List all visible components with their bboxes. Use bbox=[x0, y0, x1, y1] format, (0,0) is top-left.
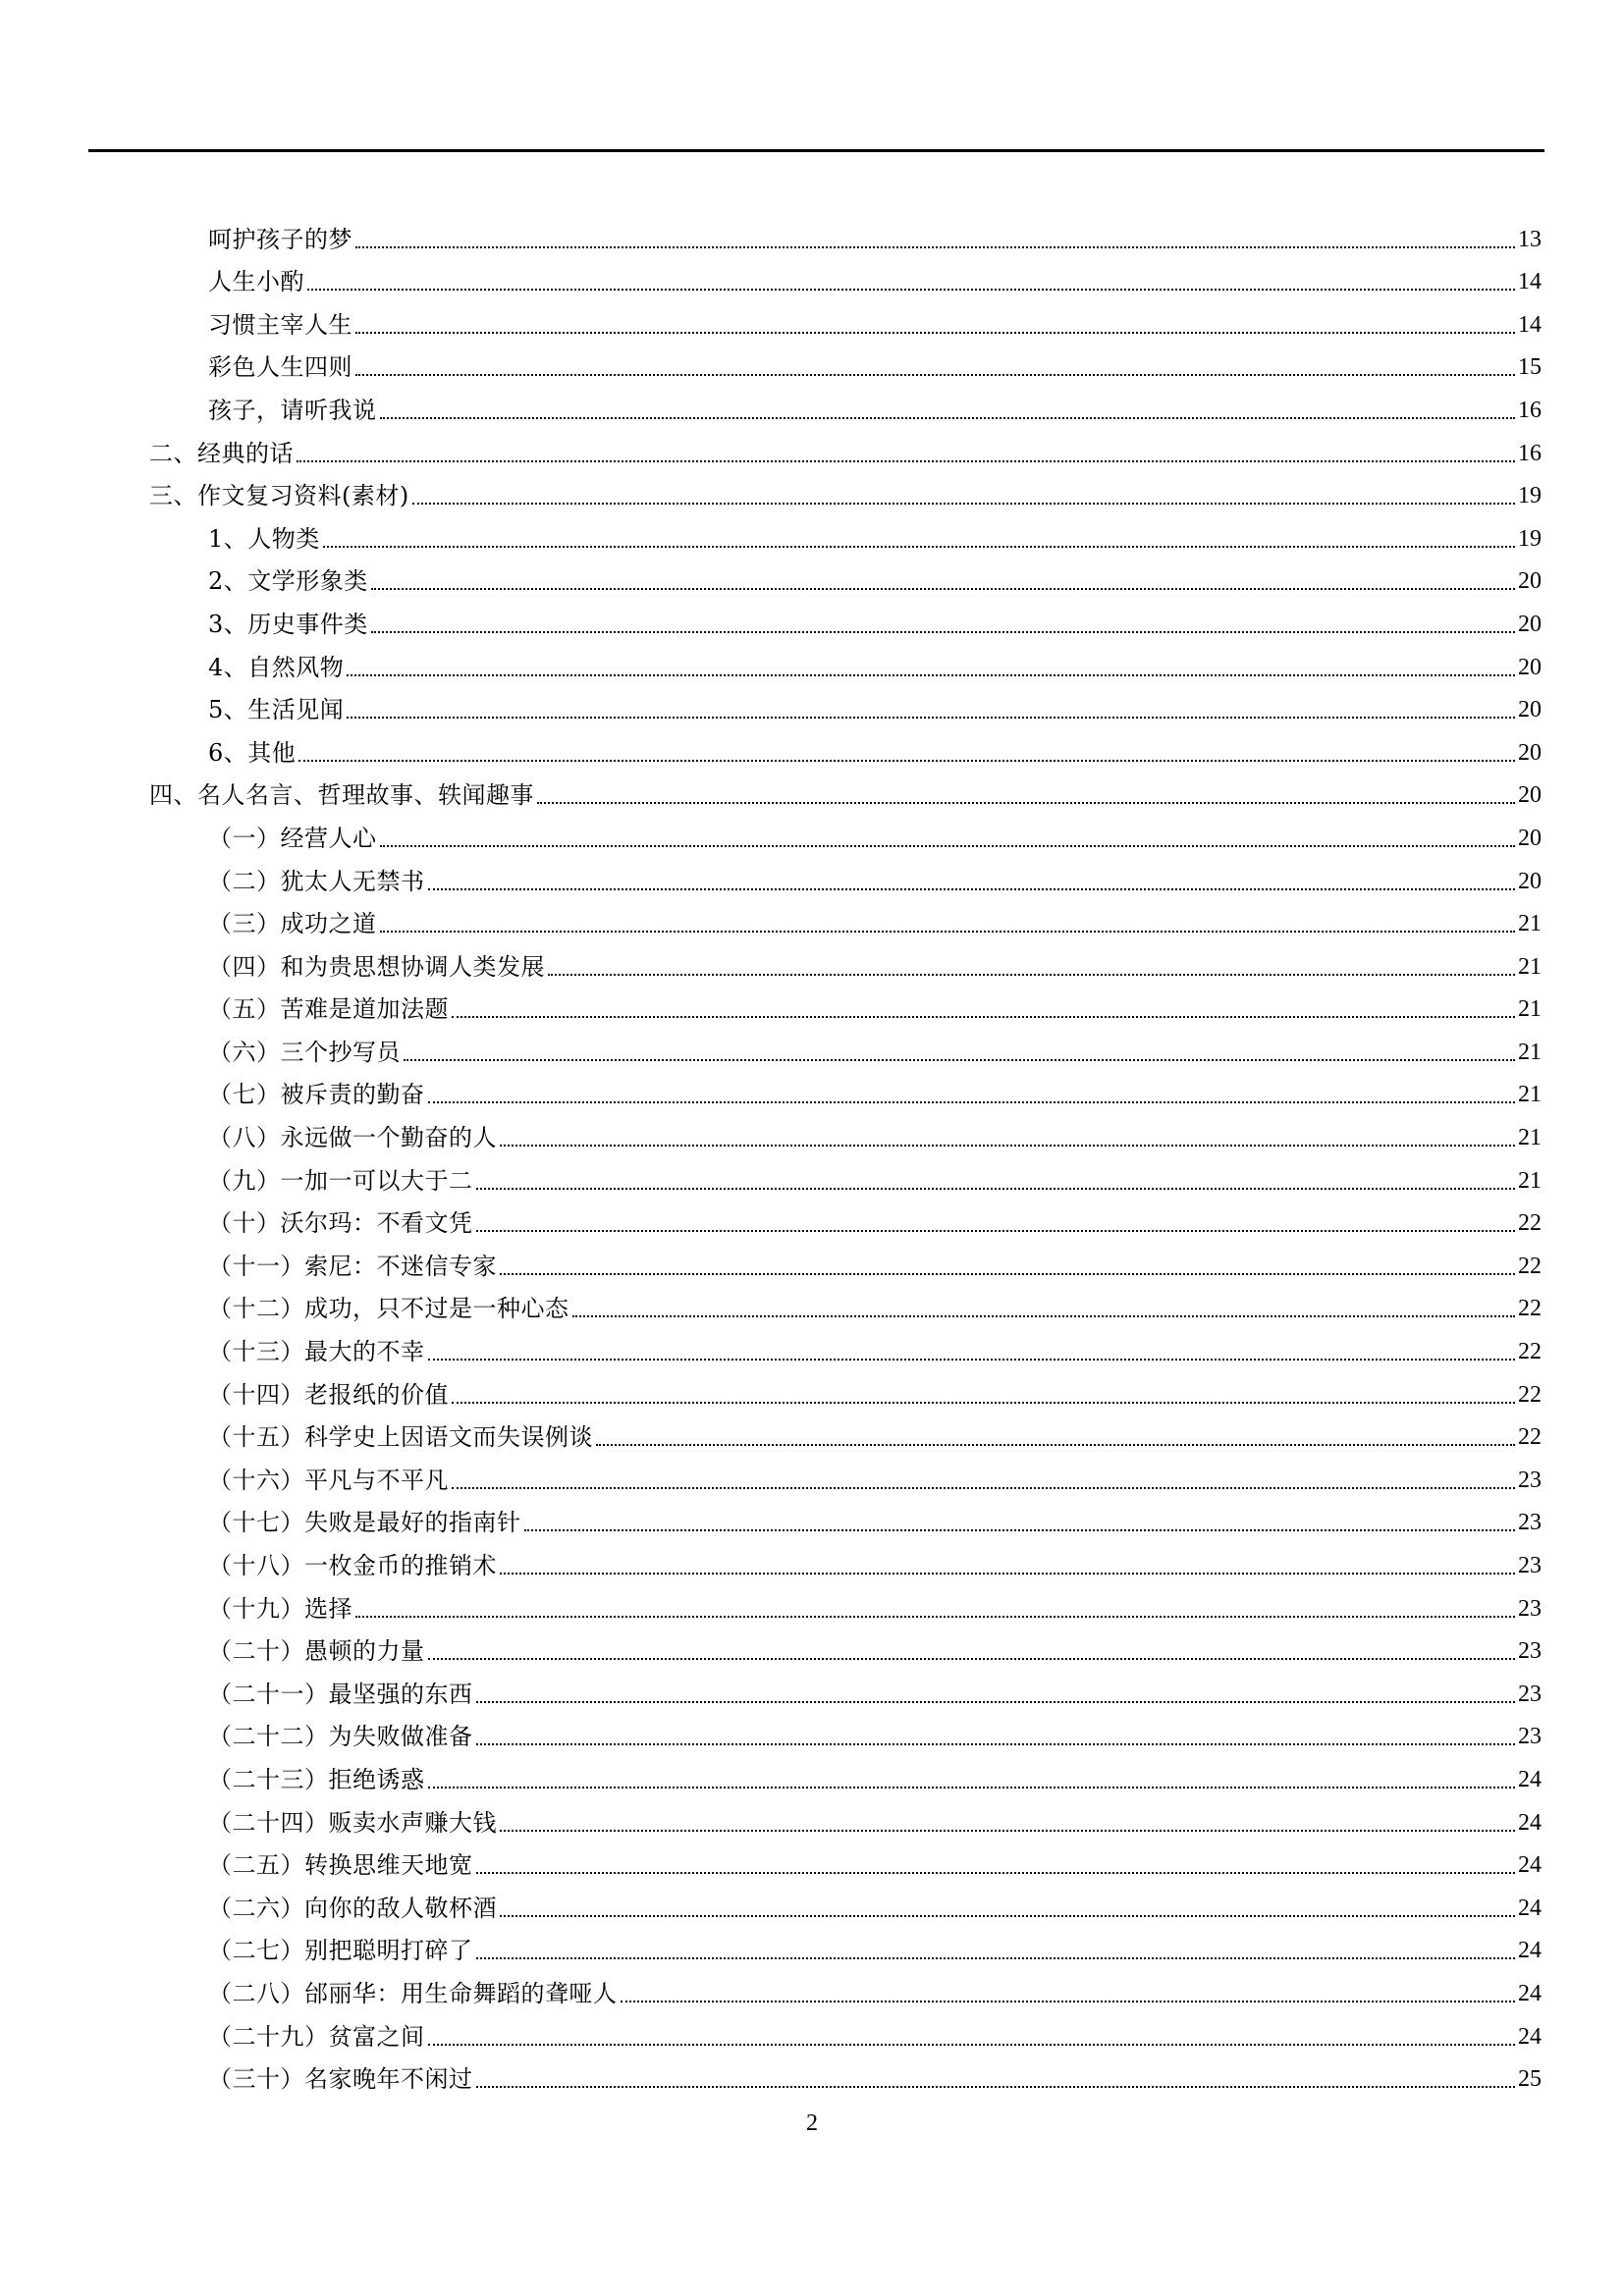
toc-entry-page: 22 bbox=[1518, 1210, 1542, 1237]
toc-entry[interactable] bbox=[0, 1366, 1624, 1410]
toc-entry-title: （八）永远做一个勤奋的人 bbox=[208, 1124, 497, 1152]
toc-entry-page: 23 bbox=[1518, 1638, 1542, 1665]
toc-dot-leader bbox=[476, 1743, 1516, 1745]
toc-dot-leader bbox=[500, 1145, 1515, 1147]
toc-entry-title: （十五）科学史上因语文而失误例谈 bbox=[208, 1423, 593, 1452]
header-rule bbox=[88, 149, 1544, 152]
toc-dot-leader bbox=[355, 1616, 1515, 1618]
toc-entry[interactable] bbox=[0, 1495, 1624, 1538]
toc-entry[interactable] bbox=[0, 596, 1624, 639]
toc-entry[interactable] bbox=[0, 1923, 1624, 1966]
toc-dot-leader bbox=[476, 2086, 1516, 2088]
toc-entry-page: 24 bbox=[1518, 1852, 1542, 1879]
toc-entry-title: 4、自然风物 bbox=[208, 653, 345, 681]
toc-entry[interactable] bbox=[0, 1537, 1624, 1580]
toc-entry-page: 19 bbox=[1518, 483, 1542, 509]
toc-entry[interactable] bbox=[0, 1196, 1624, 1239]
toc-entry-page: 24 bbox=[1518, 2023, 1542, 2050]
toc-dot-leader bbox=[428, 1658, 1516, 1660]
toc-entry-title: （二八）邰丽华：用生命舞蹈的聋哑人 bbox=[208, 1979, 618, 2007]
toc-entry-page: 21 bbox=[1518, 911, 1542, 937]
toc-dot-leader bbox=[428, 1101, 1516, 1103]
toc-entry-title: （二十一）最坚强的东西 bbox=[208, 1680, 473, 1708]
toc-dot-leader bbox=[355, 332, 1515, 334]
toc-entry-page: 21 bbox=[1518, 1167, 1542, 1194]
toc-entry[interactable] bbox=[0, 1838, 1624, 1881]
toc-entry[interactable] bbox=[0, 639, 1624, 682]
toc-entry-page: 20 bbox=[1518, 568, 1542, 595]
toc-entry[interactable] bbox=[0, 1410, 1624, 1453]
toc-entry-page: 20 bbox=[1518, 654, 1542, 680]
toc-entry-page: 21 bbox=[1518, 953, 1542, 980]
toc-entry[interactable] bbox=[0, 211, 1624, 254]
toc-entry-title: 习惯主宰人生 bbox=[208, 310, 352, 339]
page-number: 2 bbox=[806, 2110, 818, 2136]
toc-entry-title: （三）成功之道 bbox=[208, 910, 377, 938]
toc-entry[interactable] bbox=[0, 853, 1624, 896]
toc-dot-leader bbox=[298, 760, 1515, 762]
toc-dot-leader bbox=[297, 460, 1515, 462]
toc-dot-leader bbox=[476, 1230, 1516, 1232]
toc-entry-page: 22 bbox=[1518, 1381, 1542, 1408]
toc-dot-leader bbox=[452, 1016, 1515, 1018]
toc-entry-page: 21 bbox=[1518, 1125, 1542, 1151]
toc-entry[interactable] bbox=[0, 1794, 1624, 1838]
toc-entry-page: 15 bbox=[1518, 354, 1542, 381]
toc-entry-page: 16 bbox=[1518, 397, 1542, 423]
toc-dot-leader bbox=[323, 546, 1515, 548]
toc-entry-page: 19 bbox=[1518, 525, 1542, 552]
toc-dot-leader bbox=[371, 588, 1515, 590]
toc-entry[interactable] bbox=[0, 896, 1624, 939]
toc-dot-leader bbox=[500, 1273, 1515, 1275]
toc-entry-page: 22 bbox=[1518, 1339, 1542, 1365]
toc-entry[interactable] bbox=[0, 340, 1624, 383]
toc-dot-leader bbox=[476, 1872, 1516, 1874]
toc-entry[interactable] bbox=[0, 554, 1624, 597]
toc-entry-page: 24 bbox=[1518, 1938, 1542, 1964]
toc-entry[interactable] bbox=[0, 254, 1624, 297]
toc-entry[interactable] bbox=[0, 510, 1624, 554]
table-of-contents bbox=[0, 211, 1624, 2094]
toc-entry-title: （二十）愚顿的力量 bbox=[208, 1637, 425, 1666]
toc-entry-page: 22 bbox=[1518, 1296, 1542, 1322]
toc-dot-leader bbox=[476, 1957, 1516, 1959]
toc-entry[interactable] bbox=[0, 982, 1624, 1025]
toc-entry-title: 1、人物类 bbox=[208, 524, 320, 553]
toc-entry[interactable] bbox=[0, 1281, 1624, 1324]
toc-dot-leader bbox=[476, 1188, 1516, 1190]
toc-entry[interactable] bbox=[0, 1580, 1624, 1624]
toc-entry-title: 2、文学形象类 bbox=[208, 567, 368, 596]
toc-entry-title: （二）犹太人无禁书 bbox=[208, 867, 425, 895]
toc-dot-leader bbox=[428, 2044, 1516, 2046]
toc-entry-page: 23 bbox=[1518, 1724, 1542, 1750]
toc-entry[interactable] bbox=[0, 810, 1624, 853]
toc-entry-title: （二十二）为失败做准备 bbox=[208, 1723, 473, 1751]
toc-dot-leader bbox=[500, 1573, 1515, 1575]
toc-entry-title: （十一）索尼：不迷信专家 bbox=[208, 1252, 497, 1280]
toc-entry-title: （二十三）拒绝诱惑 bbox=[208, 1765, 425, 1793]
toc-dot-leader bbox=[428, 1359, 1516, 1361]
toc-dot-leader bbox=[412, 503, 1515, 505]
toc-entry-page: 25 bbox=[1518, 2066, 1542, 2093]
toc-entry-title: （六）三个抄写员 bbox=[208, 1038, 401, 1066]
toc-dot-leader bbox=[428, 1787, 1516, 1789]
toc-entry-title: 四、名人名言、哲理故事、轶闻趣事 bbox=[149, 781, 534, 810]
toc-entry-title: 二、经典的话 bbox=[149, 439, 294, 467]
toc-entry-page: 21 bbox=[1518, 1082, 1542, 1108]
toc-entry-title: 三、作文复习资料(素材) bbox=[149, 482, 409, 510]
toc-dot-leader bbox=[621, 2001, 1516, 2002]
toc-entry-page: 24 bbox=[1518, 1895, 1542, 1921]
toc-dot-leader bbox=[347, 674, 1515, 676]
toc-entry-page: 16 bbox=[1518, 440, 1542, 466]
toc-entry-page: 24 bbox=[1518, 1809, 1542, 1836]
toc-dot-leader bbox=[500, 1830, 1515, 1832]
toc-dot-leader bbox=[524, 1529, 1516, 1531]
toc-entry[interactable] bbox=[0, 1709, 1624, 1752]
toc-entry-title: （十九）选择 bbox=[208, 1594, 352, 1623]
toc-entry-title: （十二）成功，只不过是一种心态 bbox=[208, 1295, 569, 1323]
toc-entry-page: 23 bbox=[1518, 1595, 1542, 1622]
toc-entry-title: （七）被斥责的勤奋 bbox=[208, 1081, 425, 1109]
toc-entry-title: 孩子，请听我说 bbox=[208, 396, 377, 424]
toc-entry-title: 人生小酌 bbox=[208, 268, 304, 296]
toc-entry[interactable] bbox=[0, 2052, 1624, 2095]
toc-entry-page: 22 bbox=[1518, 1424, 1542, 1451]
toc-dot-leader bbox=[537, 802, 1515, 804]
toc-entry-page: 24 bbox=[1518, 1766, 1542, 1792]
toc-entry[interactable] bbox=[0, 296, 1624, 340]
toc-entry[interactable] bbox=[0, 1109, 1624, 1152]
toc-entry[interactable] bbox=[0, 1238, 1624, 1281]
toc-dot-leader bbox=[476, 1701, 1516, 1703]
toc-entry[interactable] bbox=[0, 1067, 1624, 1110]
toc-entry-title: （十六）平凡与不平凡 bbox=[208, 1466, 449, 1494]
toc-entry-page: 23 bbox=[1518, 1467, 1542, 1493]
toc-dot-leader bbox=[428, 888, 1516, 890]
toc-entry-page: 13 bbox=[1518, 226, 1542, 252]
toc-entry-page: 14 bbox=[1518, 311, 1542, 338]
toc-entry-title: （四）和为贵思想协调人类发展 bbox=[208, 952, 545, 981]
toc-entry[interactable] bbox=[0, 682, 1624, 725]
toc-entry[interactable] bbox=[0, 1024, 1624, 1067]
toc-entry-title: （十七）失败是最好的指南针 bbox=[208, 1509, 521, 1537]
toc-dot-leader bbox=[452, 1487, 1515, 1489]
toc-entry-title: （二十四）贩卖水声赚大钱 bbox=[208, 1808, 497, 1837]
toc-entry[interactable] bbox=[0, 1965, 1624, 2008]
toc-entry[interactable] bbox=[0, 1452, 1624, 1495]
toc-entry[interactable] bbox=[0, 1323, 1624, 1366]
toc-entry[interactable] bbox=[0, 938, 1624, 982]
toc-entry-page: 14 bbox=[1518, 269, 1542, 295]
toc-entry-page: 23 bbox=[1518, 1510, 1542, 1536]
toc-dot-leader bbox=[307, 289, 1515, 291]
toc-entry-title: 5、生活见闻 bbox=[208, 696, 345, 724]
toc-entry-page: 21 bbox=[1518, 996, 1542, 1023]
toc-entry-title: （二十九）贫富之间 bbox=[208, 2022, 425, 2051]
toc-dot-leader bbox=[572, 1315, 1516, 1317]
toc-entry-title: （二五）转换思维天地宽 bbox=[208, 1851, 473, 1880]
toc-entry-title: 彩色人生四则 bbox=[208, 353, 352, 382]
toc-entry-title: （十三）最大的不幸 bbox=[208, 1338, 425, 1366]
toc-dot-leader bbox=[380, 845, 1516, 847]
toc-entry-title: （二七）别把聪明打碎了 bbox=[208, 1937, 473, 1965]
toc-entry-title: （一）经营人心 bbox=[208, 824, 377, 852]
toc-dot-leader bbox=[355, 374, 1515, 376]
toc-dot-leader bbox=[371, 631, 1515, 633]
toc-entry-page: 20 bbox=[1518, 611, 1542, 637]
toc-entry-title: （三十）名家晚年不闲过 bbox=[208, 2065, 473, 2094]
toc-dot-leader bbox=[452, 1402, 1515, 1404]
toc-entry[interactable] bbox=[0, 1624, 1624, 1667]
toc-entry-page: 20 bbox=[1518, 697, 1542, 723]
toc-entry-page: 20 bbox=[1518, 739, 1542, 766]
toc-dot-leader bbox=[500, 1915, 1515, 1917]
toc-dot-leader bbox=[347, 717, 1515, 719]
toc-dot-leader bbox=[404, 1059, 1515, 1061]
toc-entry-page: 21 bbox=[1518, 1039, 1542, 1065]
toc-entry-title: （十八）一枚金币的推销术 bbox=[208, 1552, 497, 1579]
toc-entry-title: 呵护孩子的梦 bbox=[208, 225, 352, 253]
toc-entry-page: 20 bbox=[1518, 782, 1542, 809]
toc-entry-title: 6、其他 bbox=[208, 738, 297, 767]
toc-entry-page: 24 bbox=[1518, 1980, 1542, 2006]
toc-entry-title: （十）沃尔玛：不看文凭 bbox=[208, 1209, 473, 1238]
toc-entry[interactable] bbox=[0, 724, 1624, 768]
toc-entry-title: 3、历史事件类 bbox=[208, 610, 368, 638]
toc-entry[interactable] bbox=[0, 768, 1624, 811]
toc-entry[interactable] bbox=[0, 1152, 1624, 1196]
toc-entry[interactable] bbox=[0, 382, 1624, 425]
toc-entry-page: 23 bbox=[1518, 1553, 1542, 1578]
toc-entry-title: （九）一加一可以大于二 bbox=[208, 1166, 473, 1195]
toc-entry[interactable] bbox=[0, 1751, 1624, 1794]
toc-dot-leader bbox=[380, 931, 1516, 933]
toc-entry-page: 20 bbox=[1518, 825, 1542, 851]
toc-entry-title: （十四）老报纸的价值 bbox=[208, 1380, 449, 1409]
toc-entry-page: 23 bbox=[1518, 1681, 1542, 1707]
toc-dot-leader bbox=[596, 1444, 1515, 1446]
toc-dot-leader bbox=[548, 974, 1515, 976]
toc-entry[interactable] bbox=[0, 1880, 1624, 1923]
toc-entry[interactable] bbox=[0, 2008, 1624, 2052]
toc-entry-title: （二六）向你的敌人敬杯酒 bbox=[208, 1894, 497, 1922]
toc-entry-page: 22 bbox=[1518, 1253, 1542, 1279]
toc-entry[interactable] bbox=[0, 468, 1624, 511]
toc-dot-leader bbox=[355, 246, 1515, 248]
toc-entry-title: （五）苦难是道加法题 bbox=[208, 995, 449, 1024]
toc-entry-page: 20 bbox=[1518, 868, 1542, 894]
toc-dot-leader bbox=[380, 417, 1516, 419]
toc-entry[interactable] bbox=[0, 425, 1624, 468]
toc-entry[interactable] bbox=[0, 1666, 1624, 1709]
